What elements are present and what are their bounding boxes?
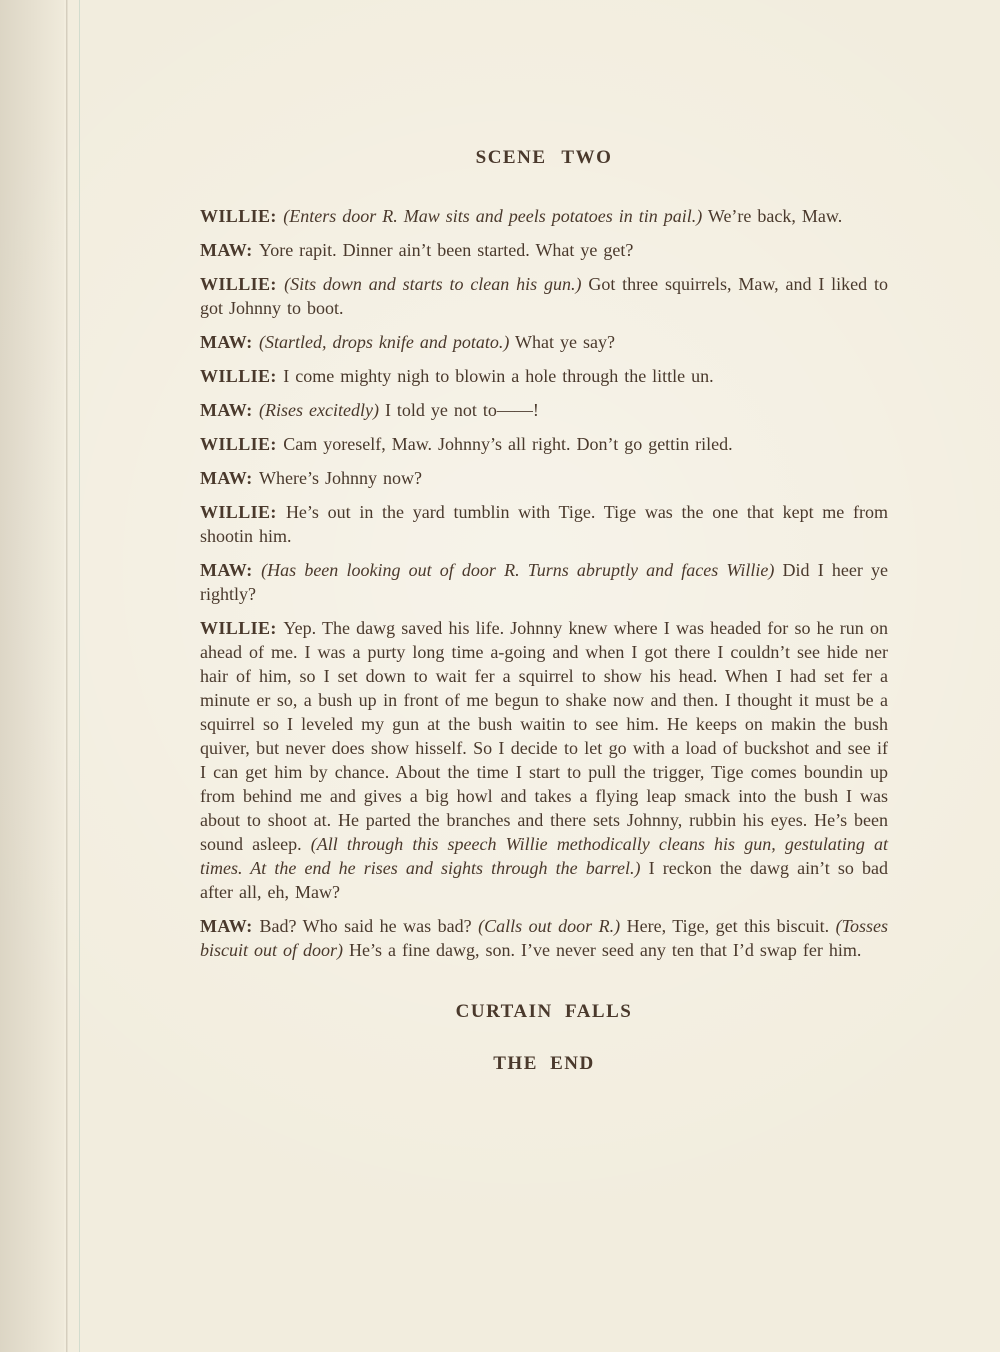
dialogue-line (200, 500, 888, 548)
speaker-name: WILLIE: (200, 366, 284, 386)
speech-text: We’re back, Maw. (702, 206, 843, 226)
stage-direction: (Calls out door R.) (478, 916, 621, 936)
stage-direction: (Startled, drops knife and potato.) (259, 332, 510, 352)
speaker-name: WILLIE: (200, 434, 284, 454)
speech-text: Here, Tige, get this biscuit. (620, 916, 836, 936)
dialogue-line (200, 330, 888, 354)
dialogue-line (200, 398, 888, 422)
speaker-name: MAW: (200, 240, 259, 260)
speech-text: Yep. The dawg saved his life. Johnny knew where I was headed for so he run on ahead of me. I was a purty long time a-going and when I got there I couldn’t see hide ner hair of him, so I set down to wait fer a squirrel to show his head. When I had set fer a minute er so, a bush up in front of me begun to shake now and then. I thought it must be a squirrel so I leveled my gun at the bush waitin to see him. He keeps on makin the bush quiver, but never does show hisself. So I decide to let go with a load of buckshot and see if I can get him by chance. About the time I start to pull the trigger, Tige comes boundin up from behind me and gives a big howl and takes a flying leap smack into the bush I was about to shoot at. He parted the branches and there sets Johnny, rubbin his eyes. He’s been sound asleep. (200, 618, 888, 854)
speech-text: Did I heer ye rightly? (200, 560, 888, 604)
speaker-name: MAW: (200, 332, 259, 352)
speaker-name: MAW: (200, 468, 259, 488)
dialogue-line (200, 558, 888, 606)
stage-direction: (Enters door R. Maw sits and peels potatoes in tin pail.) (283, 206, 703, 226)
dialogue-line (200, 272, 888, 320)
speech-text: Where’s Johnny now? (259, 468, 422, 488)
stage-direction: (Has been looking out of door R. Turns abruptly and faces Willie) (261, 560, 775, 580)
dialogue-line (200, 466, 888, 490)
speech-text: He’s out in the yard tumblin with Tige. Tige was the one that kept me from shootin him. (200, 502, 888, 546)
speaker-name: MAW: (200, 560, 262, 580)
speech-text: He’s a fine dawg, son. I’ve never seed any ten that I’d swap fer him. (343, 940, 862, 960)
speech-text: Yore rapit. Dinner ain’t been started. What ye get? (259, 240, 634, 260)
speech-text: I reckon the dawg ain’t so bad after all, eh, Maw? (200, 858, 888, 902)
dialogue-line (200, 616, 888, 904)
stage-direction: (Sits down and starts to clean his gun.) (284, 274, 582, 294)
dialogue-line (200, 364, 888, 388)
speech-text: Bad? Who said he was bad? (259, 916, 479, 936)
stage-direction: (All through this speech Willie methodically cleans his gun, gestulating at times. At the end he rises and sights through the barrel.) (200, 834, 889, 878)
the-end-text: THE END (493, 1053, 595, 1074)
page-fold-line (66, 0, 68, 1352)
speaker-name: MAW: (200, 400, 259, 420)
speaker-name: WILLIE: (200, 502, 286, 522)
scan-artifact-line (79, 0, 80, 1352)
page-binding-shadow (0, 0, 64, 1352)
dialogue-line (200, 238, 888, 262)
dialogue-line (200, 204, 888, 228)
dialogue-line (200, 432, 888, 456)
scene-title: SCENE TWO (475, 147, 613, 168)
curtain-falls-text: CURTAIN FALLS (455, 1001, 633, 1022)
stage-direction: (Rises excitedly) (259, 400, 379, 420)
speech-text: What ye say? (509, 332, 615, 352)
speaker-name: WILLIE: (200, 618, 284, 638)
speech-text: Got three squirrels, Maw, and I liked to got Johnny to boot. (200, 274, 888, 318)
dialogue-line (200, 914, 888, 962)
speech-text: Cam yoreself, Maw. Johnny’s all right. Don’t go gettin riled. (283, 434, 733, 454)
dialogue-container (200, 204, 888, 962)
script-page-content (200, 146, 888, 1076)
speaker-name: WILLIE: (200, 206, 284, 226)
speaker-name: WILLIE: (200, 274, 285, 294)
speaker-name: MAW: (200, 916, 260, 936)
stage-direction: (Tosses biscuit out of door) (200, 916, 888, 960)
speech-text: I told ye not to——! (378, 400, 539, 420)
speech-text: I come mighty nigh to blowin a hole through the little un. (283, 366, 714, 386)
